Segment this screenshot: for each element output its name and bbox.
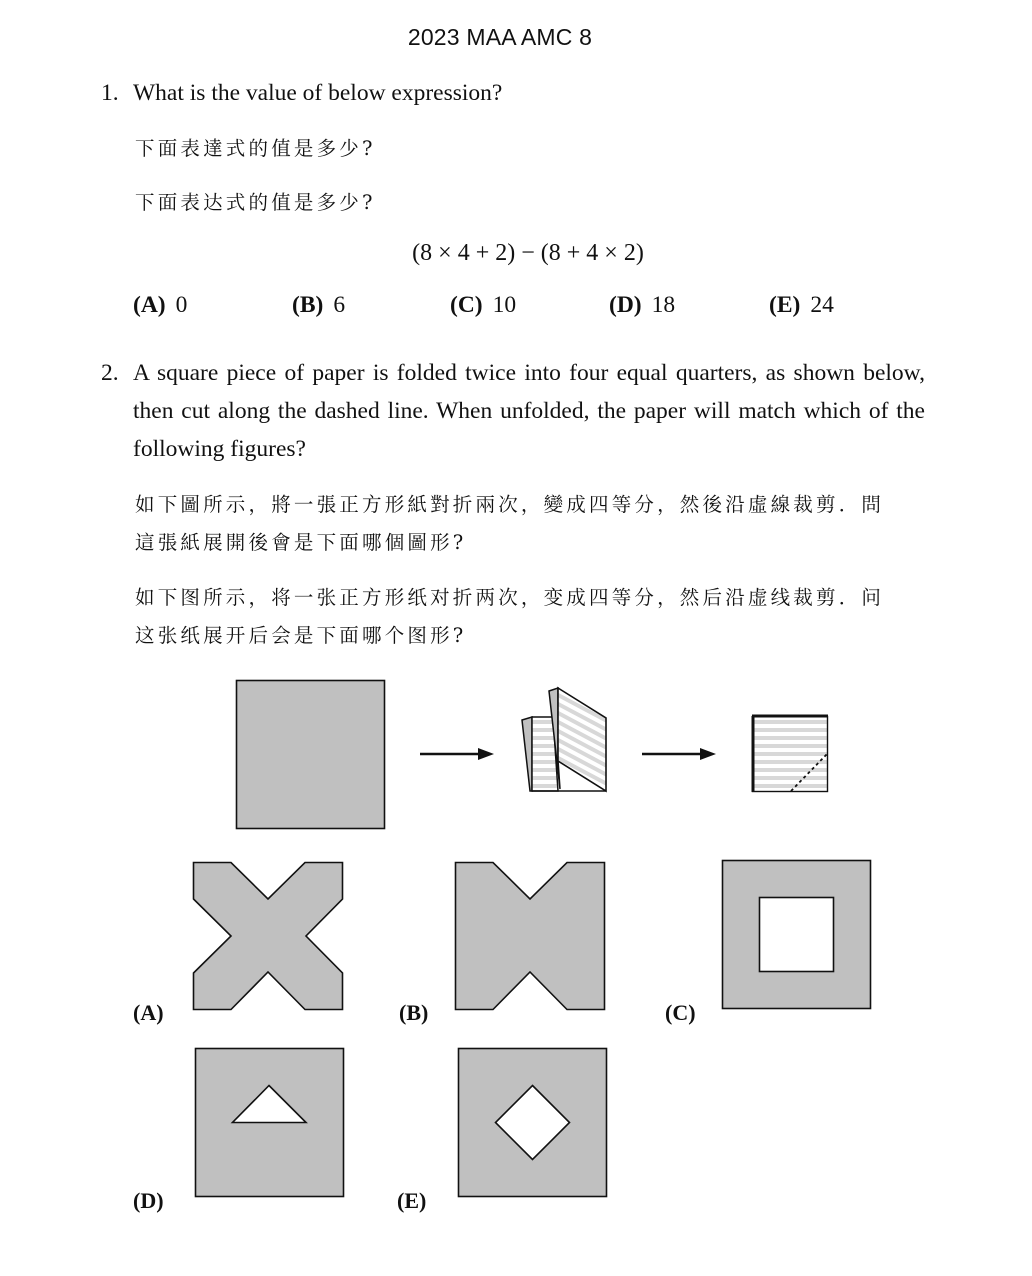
figure-choice-b-shape xyxy=(456,863,605,1010)
question-text-en: A square piece of paper is folded twice into four equal quarters, as shown below, then cut along the dashed line. When unfolded, the paper will match which of the following figures? xyxy=(133,360,925,462)
figure-choice-a-shape xyxy=(194,863,343,1010)
choice-letter: (A) xyxy=(133,292,166,318)
figure-choice-d-label[interactable]: (D) xyxy=(133,1188,164,1213)
choice-value: 18 xyxy=(651,292,676,318)
choice-letter: (E) xyxy=(769,292,801,318)
arrow-right-icon xyxy=(642,748,716,760)
question-text-zh-hant-line1: 如下圖所示，將一張正方形紙對折兩次，變成四等分，然後沿虛線裁剪．問 xyxy=(135,493,885,516)
page-title: 2023 MAA AMC 8 xyxy=(407,24,593,50)
question-text-zh-hant-line2: 這張紙展開後會是下面哪個圖形? xyxy=(135,531,467,554)
question-text-zh-hans: 下面表达式的值是多少? xyxy=(135,191,376,214)
figure-choice-b-label[interactable]: (B) xyxy=(399,1000,429,1025)
question-number: 2. xyxy=(101,360,119,386)
math-expression: (8 × 4 + 2) − (8 + 4 × 2) xyxy=(412,240,644,266)
figure-choice-e-shape xyxy=(459,1049,607,1197)
choice-letter: (D) xyxy=(609,292,642,318)
question-text-en: What is the value of below expression? xyxy=(133,80,503,106)
figure-choice-e-label[interactable]: (E) xyxy=(397,1188,427,1213)
choice-letter: (B) xyxy=(292,292,324,318)
folded-half-paper xyxy=(522,688,606,791)
folded-quarter-paper xyxy=(752,716,828,792)
figure-choice-c-label[interactable]: (C) xyxy=(665,1000,696,1025)
choice-value: 6 xyxy=(333,292,346,318)
figure-choice-a-label[interactable]: (A) xyxy=(133,1000,164,1025)
arrow-right-icon xyxy=(420,748,494,760)
question-text-zh-hans-line1: 如下图所示，将一张正方形纸对折两次，变成四等分，然后沿虚线裁剪．问 xyxy=(135,586,885,609)
choice-value: 24 xyxy=(810,292,834,318)
figure-choice-c-shape xyxy=(723,861,871,1009)
figure-choice-d-shape xyxy=(196,1049,344,1197)
choice-value: 10 xyxy=(492,292,517,318)
question-text-zh-hant: 下面表達式的值是多少? xyxy=(135,137,376,160)
question-number: 1. xyxy=(101,80,119,106)
unfolded-square xyxy=(237,681,385,829)
choice-letter: (C) xyxy=(450,292,483,318)
question-text-zh-hans-line2: 这张纸展开后会是下面哪个图形? xyxy=(135,624,467,647)
choice-value: 0 xyxy=(175,292,188,318)
